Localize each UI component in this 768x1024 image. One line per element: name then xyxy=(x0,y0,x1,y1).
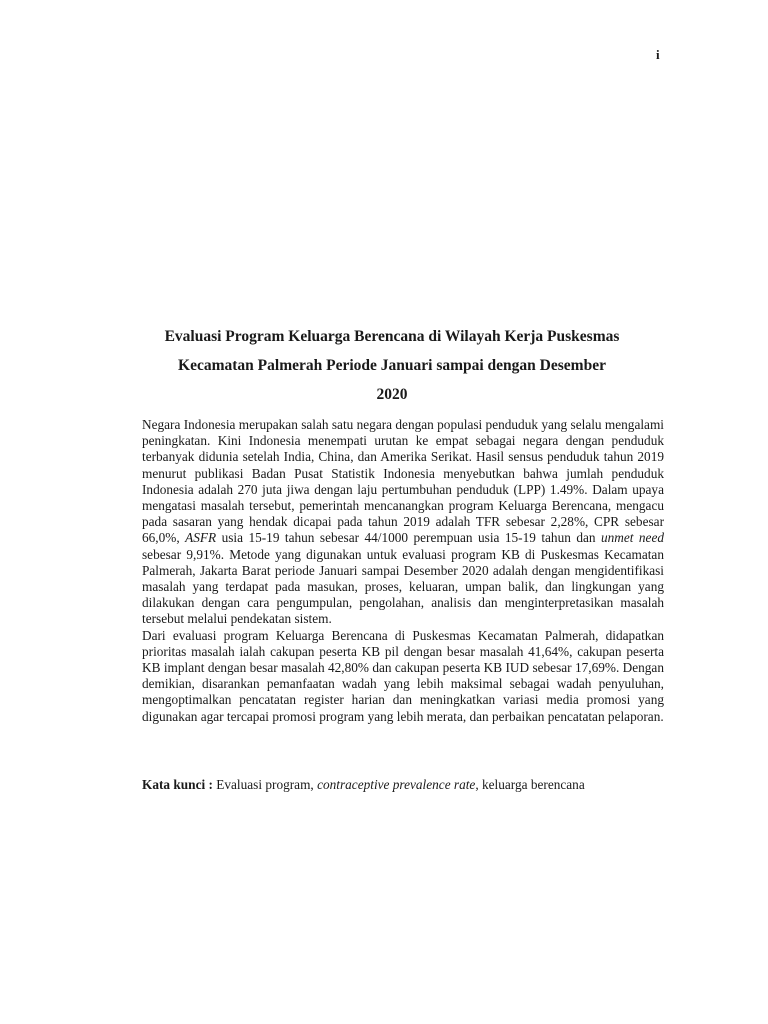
title-line-1: Evaluasi Program Keluarga Berencana di Wilayah Kerja Puskesmas xyxy=(164,328,620,345)
asfr-term: ASFR xyxy=(185,530,217,546)
abstract-paragraph-1 xyxy=(142,417,664,628)
keywords-label: Kata kunci : xyxy=(142,777,213,792)
unmet-need-term: unmet need xyxy=(600,530,665,546)
abstract-text: sebesar 9,91%. Metode yang digunakan untuk evaluasi program KB di Puskesmas Kecamatan Palmerah, Jakarta Barat periode Januari sampai Desember 2020 adalah dengan mengidentifikasi masalah yang terdapat pada masukan, proses, keluaran, umpan balik, dan lingkungan yang dilakukan dengan cara pengumpulan, pengolahan, analisis dan menginterpretasikan masalah tersebut melalui pendekatan sistem. xyxy=(142,546,664,627)
abstract-body xyxy=(142,417,664,725)
abstract-text: usia 15-19 tahun sebesar 44/1000 perempuan usia 15-19 tahun dan xyxy=(216,530,601,546)
title-line-3: 2020 xyxy=(376,386,408,403)
keywords-text: , keluarga berencana xyxy=(475,777,585,792)
keywords xyxy=(142,776,664,793)
abstract-text: Negara Indonesia merupakan salah satu negara dengan populasi penduduk yang selalu mengalami peningkatan. Kini Indonesia menempati urutan ke empat sebagai negara dengan penduduk terbanyak didunia setelah India, China, dan Amerika Serikat. Hasil sensus penduduk tahun 2019 menurut publikasi Badan Pusat Statistik Indonesia menyebutkan bahwa jumlah penduduk Indonesia adalah 270 juta jiwa dengan laju pertumbuhan penduduk (LPP) 1.49%. Dalam upaya mengatasi masalah tersebut, pemerintah mencanangkan program Keluarga Berencana, mengacu pada sasaran yang hendak dicapai pada tahun 2019 adalah TFR sebesar 2,28%, CPR sebesar 66,0%, xyxy=(142,417,664,546)
keywords-text: Evaluasi program, xyxy=(212,777,318,792)
document-title xyxy=(120,322,664,409)
keywords-italic-term: contraceptive prevalence rate xyxy=(317,777,476,792)
abstract-paragraph-2: Dari evaluasi program Keluarga Berencana di Puskesmas Kecamatan Palmerah, didapatkan prioritas masalah ialah cakupan peserta KB pil dengan besar masalah 41,64%, cakupan peserta KB implant dengan besar masalah 42,80% dan cakupan peserta KB IUD sebesar 17,69%. Dengan demikian, disarankan pemanfaatan wadah yang lebih maksimal sebagai wadah penyuluhan, mengoptimalkan pencatatan register harian dan meningkatkan variasi media promosi yang digunakan agar tercapai promosi program yang lebih merata, dan perbaikan pencatatan pelaporan. xyxy=(142,627,664,724)
title-line-2: Kecamatan Palmerah Periode Januari sampai dengan Desember xyxy=(178,357,606,374)
page-number: i xyxy=(656,47,660,62)
